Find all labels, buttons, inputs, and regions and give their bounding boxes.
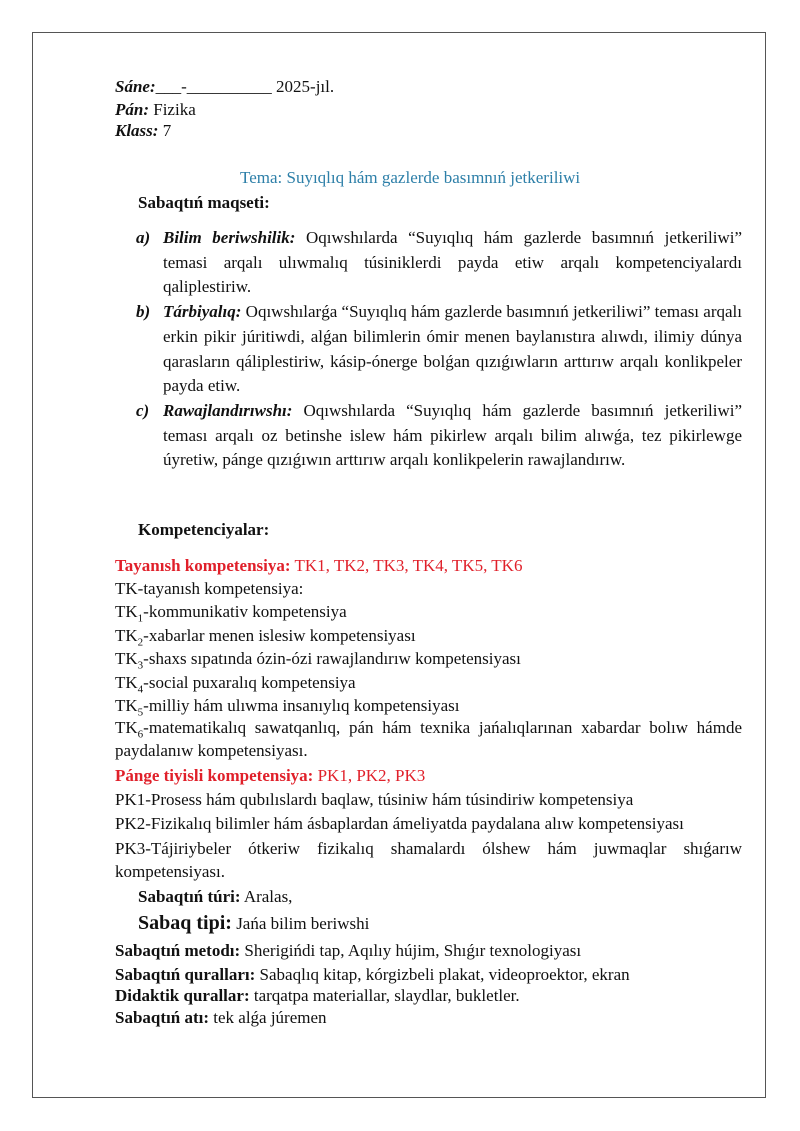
lesson-method-label: Sabaqtıń metodı:	[115, 941, 241, 960]
basic-competency-codes: TK1, TK2, TK3, TK4, TK5, TK6	[294, 556, 523, 575]
lesson-motto-label: Sabaqtıń atı:	[115, 1008, 209, 1027]
lesson-kind-label: Sabaq tipi:	[138, 912, 232, 934]
date-line	[115, 77, 334, 97]
subject-competency-codes: PK1, PK2, PK3	[317, 766, 426, 785]
class-label: Klass:	[115, 121, 159, 140]
goal-marker: c)	[136, 400, 150, 420]
goal-label: Bilim beriwshilik:	[163, 228, 296, 247]
pk-item: PK2-Fizikalıq bilimler hám ásbaplardan ámeliyatda paydalana alıw kompetensiyası	[115, 814, 684, 833]
competencies-heading: Kompetenciyalar:	[138, 520, 270, 539]
lesson-kind-value: Jańa bilim beriwshi	[236, 914, 370, 933]
tk-item: $TK_4$-social puxaralıq kompetensiya	[115, 673, 356, 696]
subject-line	[115, 100, 196, 120]
tk-item: $TK_3$-shaxs sıpatında ózin-ózi rawajlandırıw kompetensiyası	[115, 649, 521, 672]
lesson-didactic-value: tarqatpa materiallar, slaydlar, bukletler.	[253, 986, 520, 1005]
goal-marker: a)	[136, 228, 151, 247]
goal-item	[136, 399, 742, 473]
lesson-tools-line	[115, 965, 630, 985]
lesson-motto-value: tek alǵa júremen	[213, 1008, 327, 1027]
goal-label: Tárbiyalıq:	[163, 302, 242, 322]
goals-list	[136, 226, 742, 473]
subject-label: Pán:	[115, 100, 149, 119]
lesson-method-value: Sherigińdi tap, Aqılıy hújim, Shıǵır texnologiyası	[244, 941, 582, 960]
goal-text: Oqıwshılarda “Suyıqlıq hám gazlerde basımnıń jetkeriliwi” temasi arqalı ulıwmalıq túsiniklerdi payda etiw arqalı kompetenciyalardı qaliplestiriw.	[163, 228, 743, 297]
pk-item: PK3-Tájiriybeler ótkeriw fizikalıq shamalardı ólshew hám juwmaqlar shıǵarıw kompetensiyası.	[115, 839, 742, 881]
subject-competency-label: Pánge tiyisli kompetensiya:	[115, 766, 314, 785]
goal-marker: b)	[136, 302, 151, 322]
lesson-didactic-label: Didaktik qurallar:	[115, 986, 250, 1005]
goal-text: Oqıwshılarda “Suyıqlıq hám gazlerde basımnıń jetkeriliwi” teması arqalı oz betinshe islew hám pikirlew arqalı bilim alıwǵa, tez pikirlewge úyretiw, pánge qızıǵıwın arttırıw arqalı konlikpelerin rawajlandırıw.	[163, 400, 743, 470]
basic-competency-line	[115, 556, 522, 576]
lesson-type-value: Aralas,	[243, 887, 293, 906]
goal-label: Rawajlandırıwshı:	[163, 400, 293, 420]
lesson-type-line	[138, 887, 292, 907]
lesson-didactic-line	[115, 986, 520, 1006]
lesson-method-line	[115, 941, 581, 961]
subject-value: Fizika	[153, 100, 196, 119]
tk-item: $TK_2$-xabarlar menen islesiw kompetensiyası	[115, 626, 416, 649]
class-line	[115, 121, 171, 141]
date-label: Sáne:	[115, 77, 156, 96]
tk-item: $TK_1$-kommunikativ kompetensiya	[115, 602, 347, 625]
date-value: ___-__________ 2025-jıl.	[155, 77, 335, 96]
lesson-kind-line	[138, 913, 369, 934]
tk-item: $TK_6$-matematikalıq sawatqanlıq, pán hám texnika jańalıqlarınan xabardar bolıw hámde paydalanıw kompetensiyası.	[115, 718, 742, 760]
tk-item: $TK_5$-milliy hám ulıwma insanıylıq kompetensiyası	[115, 696, 460, 719]
goal-item	[136, 300, 742, 399]
goal-item	[136, 226, 742, 300]
goal-text: Oqıwshılarǵa “Suyıqlıq hám gazlerde basımnıń jetkeriliwi” teması arqalı erkin pikir júritiwdi, alǵan bilimlerin ómir menen baylanıstıra alıwdı, ilimiy dúnya qarasların qáliplestiriw, kásip-ónerge bolǵan qızıǵıwların arttırıw arqalı konlikpeler payda etiw.	[163, 302, 742, 396]
lesson-tools-value: Sabaqlıq kitap, kórgizbeli plakat, videoproektor, ekran	[259, 965, 630, 984]
basic-competency-intro: TK-tayanısh kompetensiya:	[115, 579, 304, 598]
goals-heading: Sabaqtıń maqseti:	[138, 193, 270, 212]
lesson-tools-label: Sabaqtıń quralları:	[115, 965, 256, 984]
lesson-type-label: Sabaqtıń túri:	[138, 887, 241, 906]
lesson-motto-line	[115, 1008, 327, 1028]
basic-competency-label: Tayanısh kompetensiya:	[115, 556, 291, 575]
class-value: 7	[162, 121, 172, 140]
page-title: Tema: Suyıqlıq hám gazlerde basımnıń jetkeriliwi	[240, 168, 581, 187]
pk-item: PK1-Prosess hám qubılıslardı baqlaw, túsiniw hám túsindiriw kompetensiya	[115, 790, 634, 809]
subject-competency-line	[115, 766, 425, 786]
